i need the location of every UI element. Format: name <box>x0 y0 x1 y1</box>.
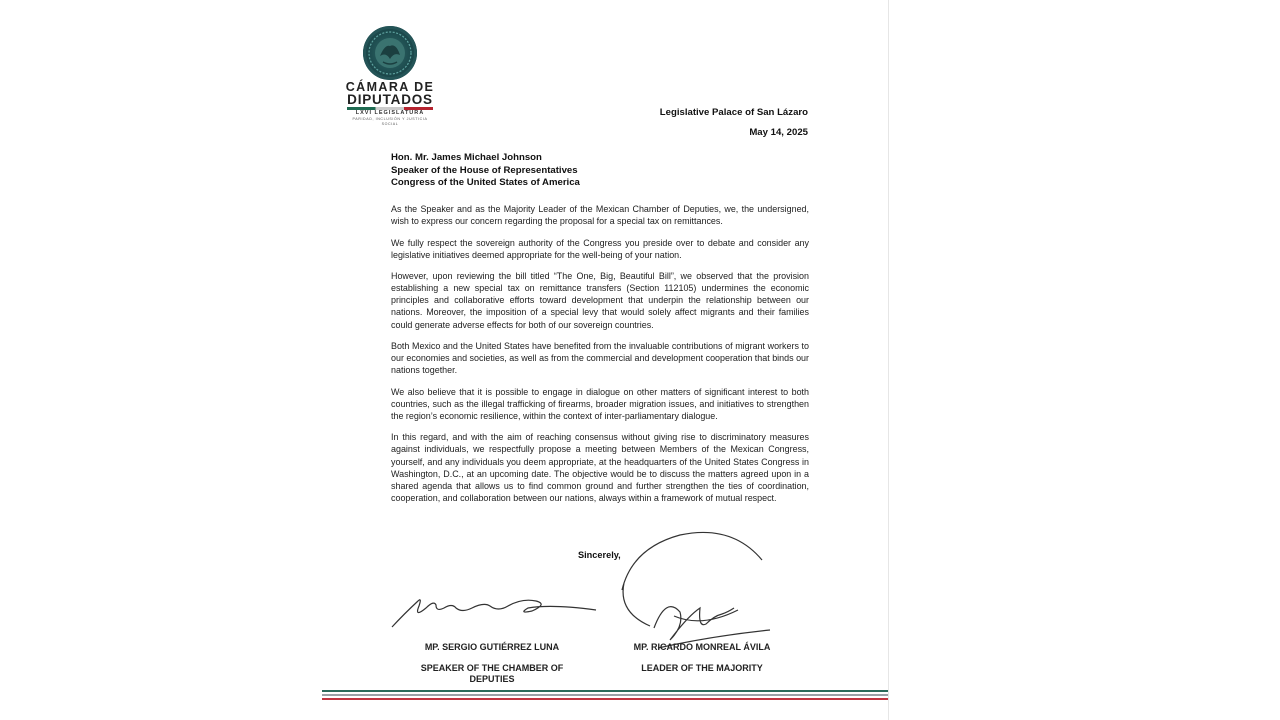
body-paragraph: Both Mexico and the United States have benefited from the invaluable contributions of migrant workers to our economies and societies, as well as from the commercial and development cooperation that binds our nations together. <box>391 340 809 376</box>
signer-gutierrez <box>412 642 572 686</box>
letter-page <box>322 0 889 720</box>
stripe-grey <box>322 694 888 696</box>
body-paragraph: As the Speaker and as the Majority Leader of the Mexican Chamber of Deputies, we, the undersigned, wish to express our concern regarding the proposal for a special tax on remittances. <box>391 204 809 227</box>
stripe-green <box>322 690 888 692</box>
signature-monreal <box>622 532 770 648</box>
recipient-title: Speaker of the House of Representatives <box>391 164 578 176</box>
letter-date: May 14, 2025 <box>749 127 808 138</box>
body-paragraph: We also believe that it is possible to engage in dialogue on other matters of significant interest to both countries, such as the illegal trafficking of firearms, broader migration issues, and initiatives to strengthen the region’s economic resilience, within the context of inter-parliamentary dialogue. <box>391 386 809 421</box>
tricolor-footer-stripes <box>322 690 888 702</box>
signer-monreal <box>627 642 777 674</box>
national-seal-icon <box>363 26 417 80</box>
closing-salutation: Sincerely, <box>578 550 621 560</box>
signature-gutierrez <box>392 600 596 627</box>
signer-name: MP. RICARDO MONREAL ÁVILA <box>633 642 771 652</box>
letter-body <box>391 203 809 513</box>
signer-title: SPEAKER OF THE CHAMBER OF <box>420 662 564 673</box>
chamber-logo <box>344 24 436 126</box>
recipient-block <box>391 152 580 190</box>
letter-place: Legislative Palace of San Lázaro <box>659 107 808 118</box>
logo-text-line3: LXVI LEGISLATURA <box>355 110 425 116</box>
body-paragraph: In this regard, and with the aim of reaching consensus without giving rise to discriminatory measures against individuals, we respectfully propose a meeting between Members of the Mexican Congress, yourself, and any individuals you deem appropriate, at the headquarters of the United States Congress in Washington, D.C., at an upcoming date. The objective would be to discuss the matters agreed upon in a shared agenda that allows us to find common ground and further strengthen the ties of coordination, cooperation, and collaboration between our nations, always within a framework of mutual respect. <box>391 432 809 504</box>
signer-title: LEADER OF THE MAJORITY <box>641 662 763 673</box>
body-paragraph: We fully respect the sovereign authority of the Congress you preside over to debate and consider any legislative initiatives deemed appropriate for the well-being of your nation. <box>391 237 809 260</box>
logo-text-line4: PARIDAD, INCLUSIÓN Y JUSTICIA SOCIAL <box>352 117 428 126</box>
signer-name: MP. SERGIO GUTIÉRREZ LUNA <box>424 642 560 652</box>
recipient-institution: Congress of the United States of America <box>391 177 580 189</box>
recipient-name: Hon. Mr. James Michael Johnson <box>391 152 542 163</box>
body-paragraph: However, upon reviewing the bill titled “The One, Big, Beautiful Bill”, we observed that the provision establishing a new special tax on remittance transfers (Section 112105) undermines the economic principles and collaborative efforts toward development that underpin the relationship between our nations. Moreover, the imposition of a special levy that would solely affect migrants and their families could generate adverse effects for both of our sovereign countries. <box>391 271 809 330</box>
logo-text-line2: DIPUTADOS <box>347 92 433 107</box>
logo-text-line1: CÁMARA DE <box>345 80 435 94</box>
stripe-red <box>322 698 888 700</box>
signer-title: DEPUTIES <box>469 674 515 684</box>
